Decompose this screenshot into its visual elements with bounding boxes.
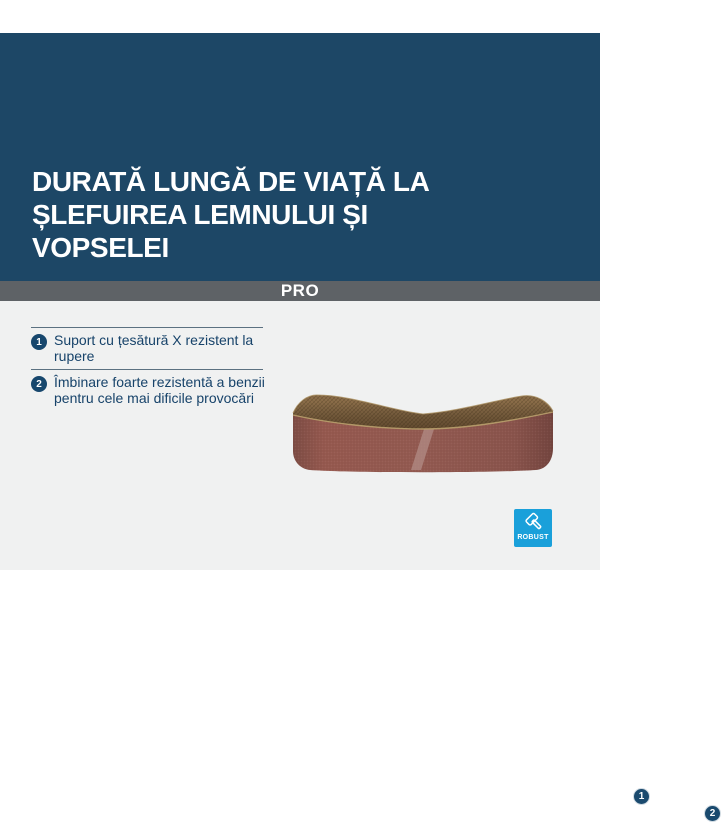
robust-label: ROBUST — [517, 534, 549, 541]
callout-2: 2 — [704, 805, 721, 822]
feature-text-1 — [54, 333, 253, 364]
page-title-line-1: DURATĂ LUNGĂ DE VIAȚĂ LA — [32, 166, 430, 197]
pro-label: PRO — [280, 281, 320, 300]
feature-text-1-line-1: Suport cu țesătură X rezistent la — [54, 332, 254, 348]
feature-bullet-1: 1 — [31, 334, 47, 350]
feature-text-2 — [54, 375, 265, 406]
page-title-line-3: VOPSELEI — [32, 232, 169, 263]
sanding-belt-illustration — [290, 390, 556, 474]
feature-item-2 — [31, 369, 263, 411]
callout-1: 1 — [633, 788, 650, 805]
header-banner — [0, 33, 600, 281]
feature-bullet-2: 2 — [31, 376, 47, 392]
feature-text-2-line-1: Îmbinare foarte rezistentă a benzii — [54, 374, 265, 390]
hammer-icon — [523, 512, 544, 533]
feature-item-1 — [31, 327, 263, 369]
page-title — [32, 165, 429, 264]
page-title-line-2: ȘLEFUIREA LEMNULUI ȘI — [32, 199, 368, 230]
robust-badge — [514, 509, 552, 547]
feature-list — [31, 327, 263, 411]
feature-text-2-line-2: pentru cele mai dificile provocări — [54, 389, 254, 406]
pro-bar — [0, 281, 600, 301]
feature-text-1-line-2: rupere — [54, 347, 95, 364]
